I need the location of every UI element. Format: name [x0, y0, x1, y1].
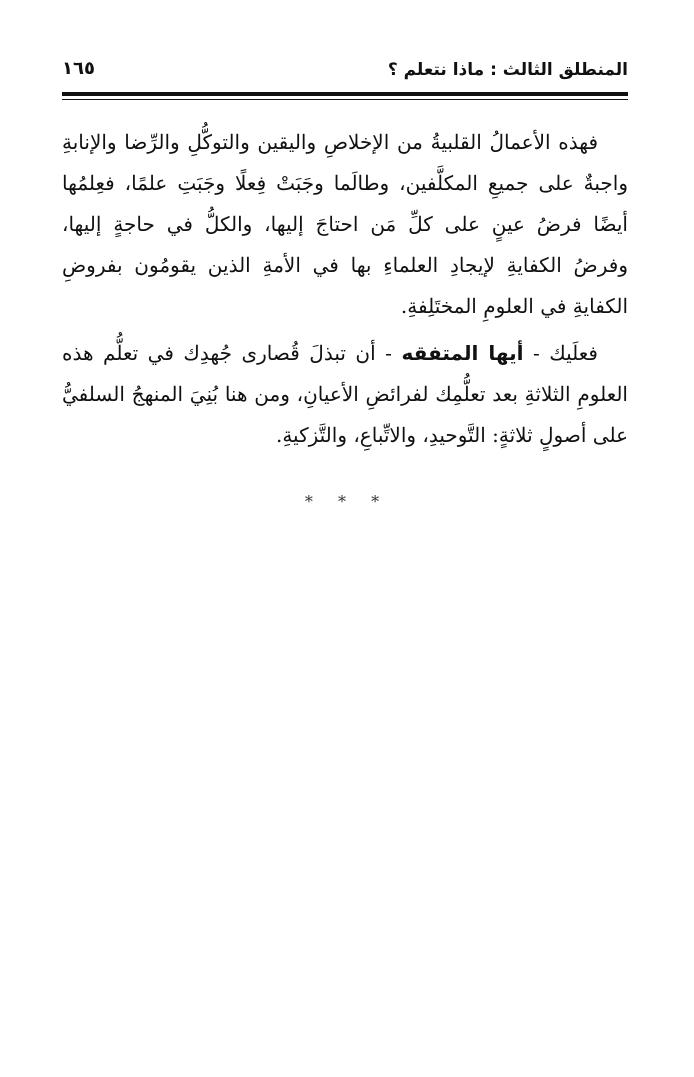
paragraph-2	[62, 333, 628, 456]
page-header	[62, 56, 628, 88]
page-number: ١٦٥	[62, 58, 95, 79]
paragraph-2-rest: - أن تبذلَ قُصارى جُهدِك في تعلُّم هذه العلومِ الثلاثةِ بعد تعلُّمِك لفرائضِ الأعيانِ، ومن هنا بُنِيَ المنهجُ السلفيُّ على أصولٍ ثلاثةٍ: التَّوحيدِ، والاتِّباعِ، والتَّزكيةِ.	[62, 341, 628, 447]
body-text	[62, 122, 628, 456]
header-rule-thin	[62, 99, 628, 100]
paragraph-2-emphasis: أيها المتفقه	[401, 341, 524, 365]
paragraph-1: فهذه الأعمالُ القلبيةُ من الإخلاصِ واليقين والتوكُّلِ والرِّضا والإنابةِ واجبةٌ على جميعِ المكلَّفين، وطالَما وجَبَتْ فِعلًا وجَبَتِ علمًا، فعِلمُها أيضًا فرضُ عينٍ على كلِّ مَن احتاجَ إليها، والكلُّ في حاجةٍ إليها، وفرضُ الكفايةِ لإيجادِ العلماءِ بها في الأمةِ الذين يقومُون بفروضِ الكفايةِ في العلومِ المختَلِفةِ.	[62, 130, 628, 318]
header-rule-thick	[62, 92, 628, 96]
paragraph-2-start: فعلَيك -	[533, 341, 598, 365]
section-end-asterisks: * * *	[304, 492, 390, 511]
running-title: المنطلق الثالث : ماذا نتعلم ؟	[387, 60, 628, 80]
